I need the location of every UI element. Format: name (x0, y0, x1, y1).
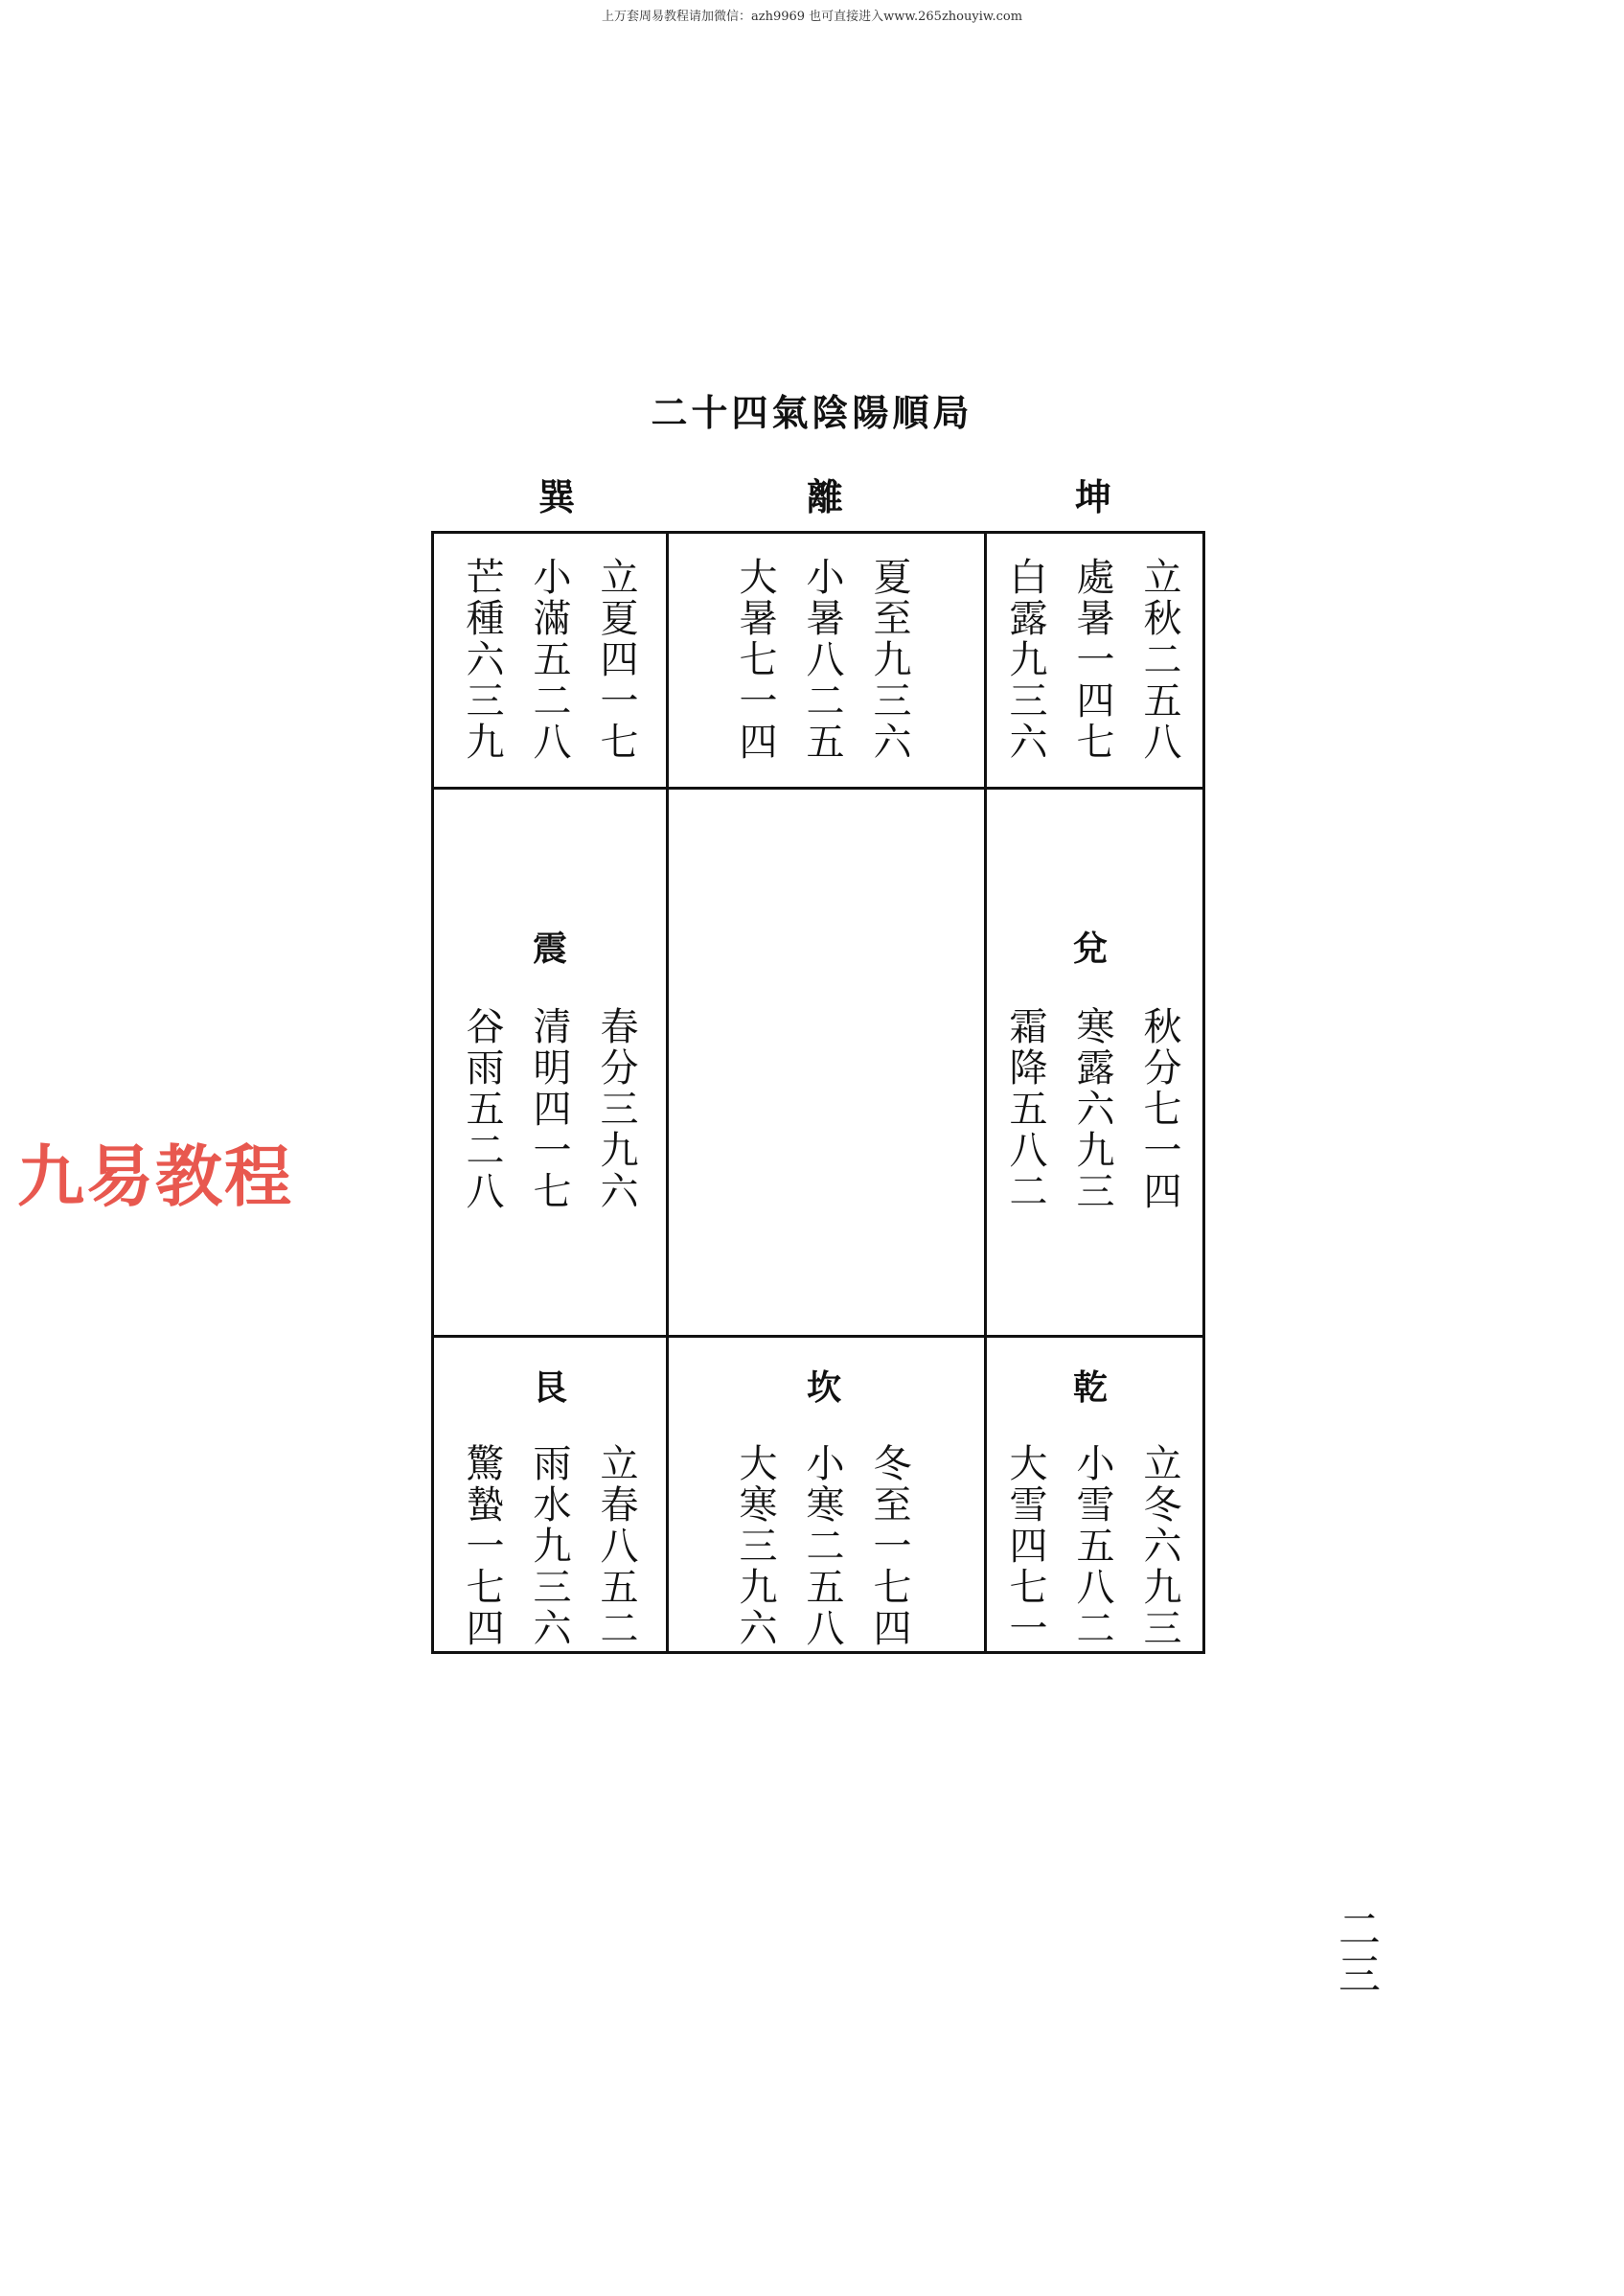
term-column: 立冬六九三 (1137, 1443, 1181, 1649)
page-number: 二三 (1331, 1907, 1380, 1997)
cell-xun (434, 534, 666, 787)
term-column: 大雪四七一 (1003, 1443, 1047, 1649)
cell-center (669, 790, 984, 1335)
term-column: 大暑七一四 (733, 557, 777, 763)
term-column: 小寒二五八 (800, 1443, 844, 1649)
gua-label-kun: 坤 (1075, 475, 1112, 518)
term-column: 寒露六九三 (1070, 1006, 1114, 1212)
cell-qian (987, 1338, 1205, 1654)
cell-kun (987, 534, 1205, 787)
term-column: 秋分七一四 (1137, 1006, 1181, 1212)
gua-label-kan: 坎 (807, 1367, 842, 1408)
term-column: 立春八五二 (594, 1443, 638, 1649)
term-column: 谷雨五二八 (460, 1006, 504, 1212)
term-column: 夏至九三六 (867, 557, 911, 763)
term-column: 驚蟄一七四 (460, 1443, 504, 1649)
term-column: 小滿五二八 (527, 557, 571, 763)
term-column: 春分三九六 (594, 1006, 638, 1212)
cell-gen (434, 1338, 666, 1654)
term-column: 立秋二五八 (1137, 557, 1181, 763)
cell-kan (669, 1338, 984, 1654)
gua-label-dui: 兌 (1073, 929, 1109, 969)
gua-label-qian: 乾 (1073, 1367, 1109, 1408)
term-column: 清明四一七 (527, 1006, 571, 1212)
cell-li (669, 534, 984, 787)
term-column: 白露九三六 (1003, 557, 1047, 763)
term-column: 小雪五八二 (1070, 1443, 1114, 1649)
cell-zhen (434, 790, 666, 1335)
term-column: 小暑八二五 (800, 557, 844, 763)
gua-label-gen: 艮 (533, 1367, 568, 1408)
term-column: 處暑一四七 (1070, 557, 1114, 763)
term-column: 芒種六三九 (460, 557, 504, 763)
cell-dui (987, 790, 1205, 1335)
gua-label-li: 離 (807, 475, 844, 518)
gua-label-zhen: 震 (533, 929, 568, 969)
term-column: 冬至一七四 (867, 1443, 911, 1649)
page-title: 二十四氣陰陽順局 (651, 391, 973, 434)
term-column: 霜降五八二 (1003, 1006, 1047, 1212)
gua-label-xun: 巽 (538, 475, 576, 518)
watermark-logo: 九易教程 (17, 1137, 293, 1216)
term-column: 大寒三九六 (733, 1443, 777, 1649)
solar-term-grid (431, 531, 1205, 1654)
term-column: 立夏四一七 (594, 557, 638, 763)
term-column: 雨水九三六 (527, 1443, 571, 1649)
header-note: 上万套周易教程请加微信：azh9969 也可直接进入www.265zhouyiw.com (601, 10, 1023, 24)
